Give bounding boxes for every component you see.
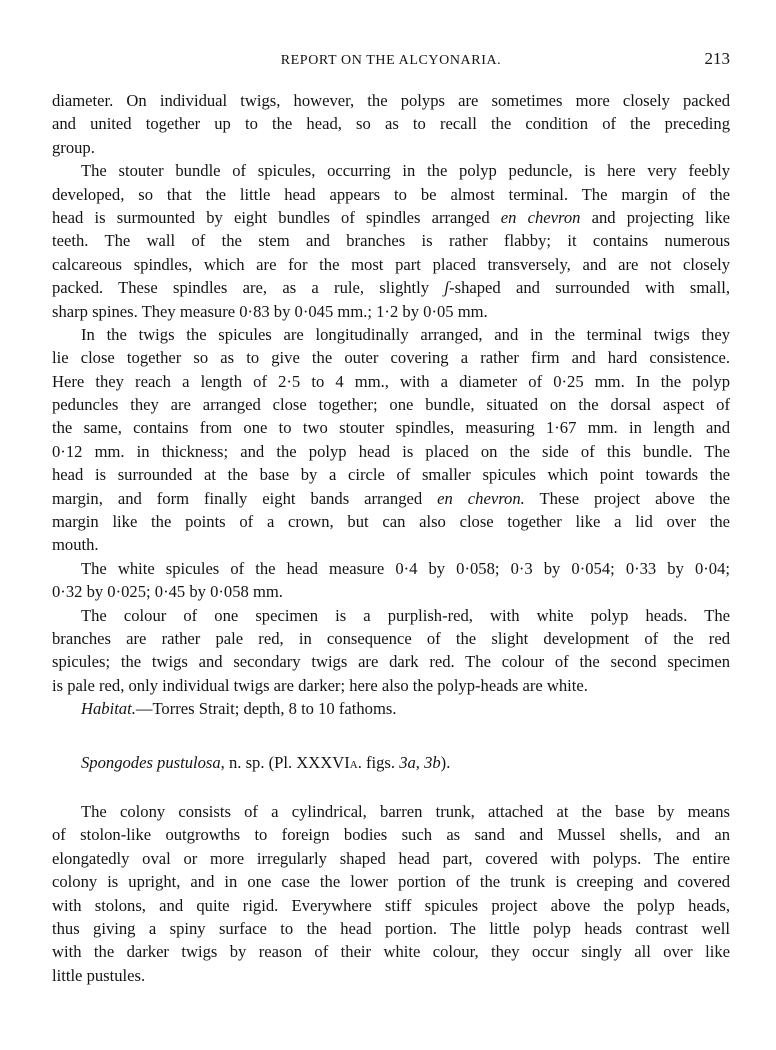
text-line: with the darker twigs by reason of their white colour, they occur singly all over like	[52, 942, 730, 962]
text-line: branches are rather pale red, in consequence of the slight development of the red	[52, 628, 730, 648]
text-line: The stouter bundle of spicules, occurring in the polyp peduncle, is here very feebly	[81, 161, 730, 181]
text-line: margin like the points of a crown, but can also close together like a lid over the	[52, 512, 730, 532]
text-run: and projecting like	[580, 207, 730, 227]
habitat-text: —Torres Strait; depth, 8 to 10 fathoms.	[135, 699, 397, 719]
text-line: teeth. The wall of the stem and branches is rather flabby; it contains numerous	[52, 231, 730, 251]
text-run: packed. These spindles are, as a rule, slightly	[52, 278, 445, 298]
paragraph	[52, 159, 730, 323]
text-run: , n. sp. (Pl. XXXVI	[220, 752, 350, 772]
long-s-symbol: ʃ	[444, 278, 450, 298]
text-run: These project above the	[524, 488, 730, 508]
running-title: REPORT ON THE ALCYONARIA.	[280, 53, 502, 68]
text-line: spicules; the twigs and secondary twigs are dark red. The colour of the second specimen	[52, 652, 730, 672]
text-line: is pale red, only individual twigs are darker; here also the polyp-heads are white.	[52, 675, 588, 695]
text-line: and united together up to the head, so as to recall the condition of the preceding	[52, 114, 730, 134]
text-line: lie close together so as to give the outer covering a rather firm and hard consistence.	[52, 348, 730, 368]
text-run: head is surmounted by eight bundles of spindles arranged	[52, 207, 501, 227]
text-line: The white spicules of the head measure 0·4 by 0·058; 0·3 by 0·054; 0·33 by 0·04;	[81, 558, 730, 578]
text-line: The colour of one specimen is a purplish-red, with white polyp heads. The	[81, 605, 730, 625]
figure-ref: 3a	[399, 752, 416, 772]
species-heading	[52, 751, 730, 774]
paragraph	[52, 89, 730, 159]
text-line	[52, 751, 730, 774]
text-line: The colony consists of a cylindrical, barren trunk, attached at the base by means	[81, 801, 730, 821]
text-line	[52, 487, 730, 510]
text-run: ,	[415, 752, 425, 772]
text-line: thus giving a spiny surface to the head portion. The little polyp heads contrast well	[52, 918, 730, 938]
text-run: . figs.	[357, 752, 400, 772]
text-run: margin, and form finally eight bands arranged	[52, 488, 438, 508]
figure-ref: 3b	[424, 752, 441, 772]
text-run: -shaped and surrounded with small,	[449, 278, 730, 298]
text-line: mouth.	[52, 535, 99, 555]
text-line: developed, so that the little head appears to be almost terminal. The margin of the	[52, 184, 730, 204]
habitat-label: Habitat.	[81, 699, 136, 719]
text-line: group.	[52, 137, 95, 157]
text-line: peduncles they are arranged close together; one bundle, situated on the dorsal aspect of	[52, 395, 730, 415]
text-line	[52, 276, 730, 299]
text-line	[52, 697, 730, 720]
text-line: diameter. On individual twigs, however, the polyps are sometimes more closely packed	[52, 91, 730, 110]
body-text	[52, 89, 730, 987]
plate-suffix: A	[349, 758, 358, 771]
section-gap	[52, 774, 730, 800]
paragraph	[52, 557, 730, 604]
italic-term: en chevron	[500, 207, 581, 227]
text-line: In the twigs the spicules are longitudinally arranged, and in the terminal twigs they	[81, 324, 730, 344]
section-gap	[52, 721, 730, 751]
species-name: Spongodes pustulosa	[81, 752, 221, 772]
text-line: elongatedly oval or more irregularly shaped head part, covered with polyps. The entire	[52, 848, 730, 868]
page-number: 213	[704, 49, 730, 68]
text-line: the same, contains from one to two stouter spindles, measuring 1·67 mm. in length and	[52, 418, 730, 438]
paragraph	[52, 800, 730, 987]
text-line: little pustules.	[52, 965, 146, 985]
text-line: Here they reach a length of 2·5 to 4 mm., with a diameter of 0·25 mm. In the polyp	[52, 371, 730, 391]
text-line: colony is upright, and in one case the lower portion of the trunk is creeping and covered	[52, 872, 730, 892]
paragraph	[52, 323, 730, 557]
running-header	[52, 47, 730, 77]
text-line: 0·12 mm. in thickness; and the polyp head is placed on the side of this bundle. The	[52, 441, 730, 461]
text-line: 0·32 by 0·025; 0·45 by 0·058 mm.	[52, 582, 283, 602]
italic-term: en chevron.	[437, 488, 525, 508]
text-line: with stolons, and quite rigid. Everywhere stiff spicules project above the polyp heads,	[52, 895, 730, 915]
text-line	[52, 206, 730, 229]
text-line: of stolon-like outgrowths to foreign bodies such as sand and Mussel shells, and an	[52, 825, 730, 845]
text-run: ).	[440, 752, 451, 772]
habitat-line	[52, 697, 730, 720]
text-line: head is surrounded at the base by a circle of smaller spicules which point towards the	[52, 465, 730, 485]
paragraph	[52, 604, 730, 698]
text-line: calcareous spindles, which are for the most part placed transversely, and are not closely	[52, 254, 730, 274]
text-line: sharp spines. They measure 0·83 by 0·045 mm.; 1·2 by 0·05 mm.	[52, 301, 488, 321]
